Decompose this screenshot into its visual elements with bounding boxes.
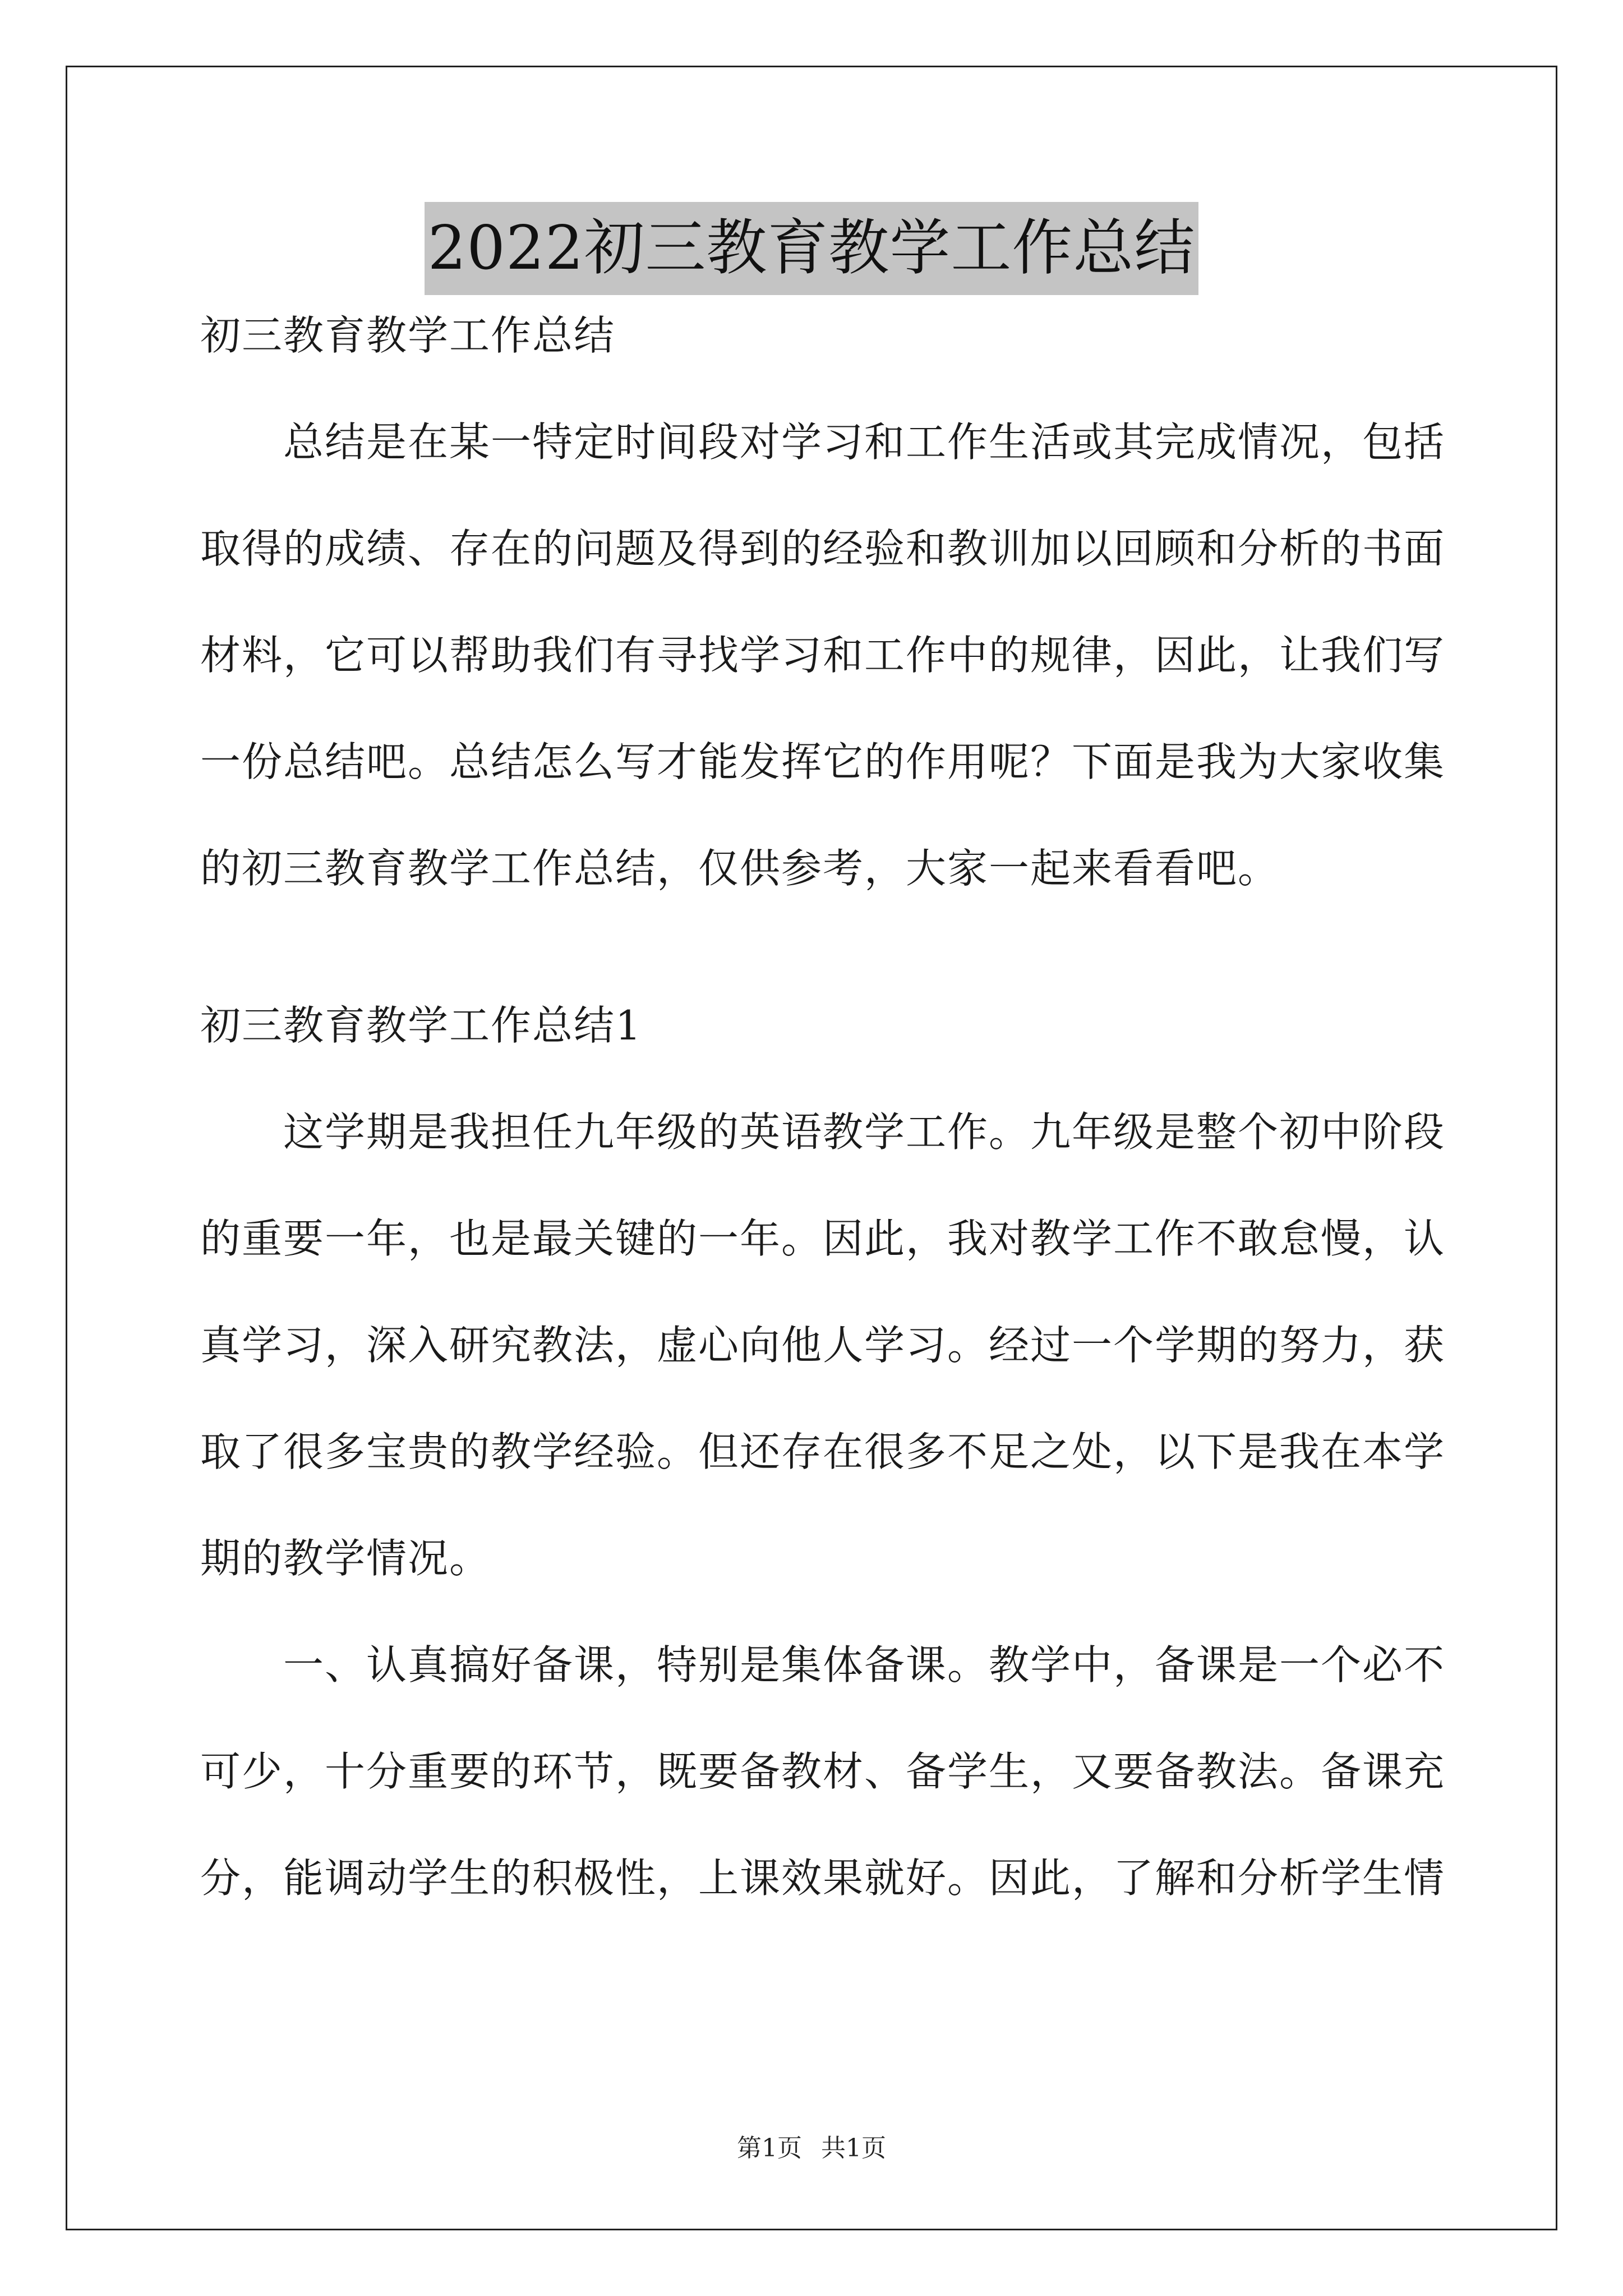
paragraph-line: 这学期是我担任九年级的英语教学工作。九年级是整个初中阶段: [283, 1108, 1446, 1156]
title-wrap: [0, 202, 1623, 295]
paragraph-line: 一份总结吧。总结怎么写才能发挥它的作用呢？下面是我为大家收集: [200, 738, 1446, 785]
paragraph-line: 期的教学情况。: [200, 1535, 491, 1582]
paragraph-line: 材料，它可以帮助我们有寻找学习和工作中的规律，因此，让我们写: [200, 632, 1446, 679]
paragraph-line: 可少，十分重要的环节，既要备教材、备学生，又要备教法。备课充: [200, 1748, 1446, 1795]
paragraph-line: 真学习，深入研究教法，虚心向他人学习。经过一个学期的努力，获: [200, 1322, 1446, 1369]
paragraph-line: 取了很多宝贵的教学经验。但还存在很多不足之处，以下是我在本学: [200, 1428, 1446, 1475]
paragraph-line: 的重要一年，也是最关键的一年。因此，我对教学工作不敢怠慢，认: [200, 1215, 1446, 1262]
document-body: [200, 307, 1446, 1957]
document-title: 2022初三教育教学工作总结: [425, 202, 1199, 295]
paragraph-line: 一、认真搞好备课，特别是集体备课。教学中，备课是一个必不: [283, 1641, 1446, 1688]
paragraph-line: 总结是在某一特定时间段对学习和工作生活或其完成情况，包括: [283, 418, 1446, 466]
page-footer: 第1页 共1页: [737, 2134, 886, 2162]
section-heading: 初三教育教学工作总结1: [200, 1002, 642, 1049]
section-heading: 初三教育教学工作总结: [200, 312, 616, 359]
paragraph-line: 的初三教育教学工作总结，仅供参考，大家一起来看看吧。: [200, 845, 1280, 892]
paragraph-line: 取得的成绩、存在的问题及得到的经验和教训加以回顾和分析的书面: [200, 525, 1446, 572]
paragraph-line: 分，能调动学生的积极性，上课效果就好。因此，了解和分析学生情: [200, 1855, 1446, 1902]
